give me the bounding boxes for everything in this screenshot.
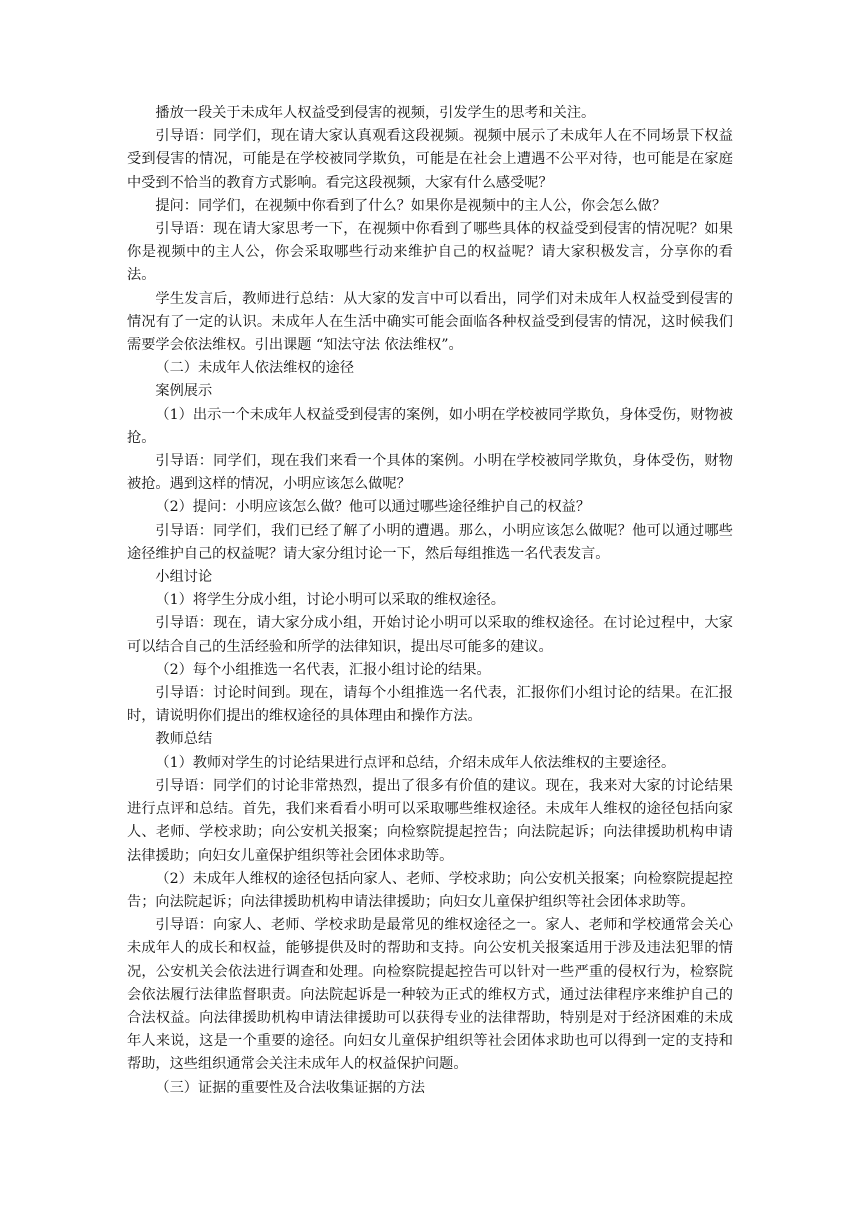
paragraph-guide-case: 引导语：同学们，现在我们来看一个具体的案例。小明在学校被同学欺负，身体受伤，财物被抢。遇到这样的情况，小明应该怎么做呢？ (127, 453, 733, 493)
paragraph-teacher-summary: 学生发言后，教师进行总结：从大家的发言中可以看出，同学们对未成年人权益受到侵害的情况有了一定的认识。未成年人在生活中确实可能会面临各种权益受到侵害的情况，这时候我们需要学会依法维权。引出课题 “知法守法 依法维权”。 (127, 290, 733, 354)
paragraph-group-1: （1）将学生分成小组，讨论小明可以采取的维权途径。 (155, 592, 505, 609)
paragraph-summary-1: （1）教师对学生的讨论结果进行点评和总结，介绍未成年人依法维权的主要途径。 (155, 754, 676, 771)
paragraph-group-2: （2）每个小组推选一名代表，汇报小组讨论的结果。 (155, 661, 491, 678)
subheading-group-discussion: 小组讨论 (155, 569, 213, 586)
paragraph-video-intro: 播放一段关于未成年人权益受到侵害的视频，引发学生的思考和关注。 (155, 105, 596, 121)
subheading-case-display: 案例展示 (155, 383, 213, 400)
paragraph-guide-routes: 引导语：向家人、老师、学校求助是最常见的维权途径之一。家人、老师和学校通常会关心未成年人的成长和权益，能够提供及时的帮助和支持。向公安机关报案适用于涉及违法犯罪的情况，公安机关会依法进行调查和处理。向检察院提起控告可以针对一些严重的侵权行为，检察院会依法履行法律监督职责。向法院起诉是一种较为正式的维权方式，通过法律程序来维护自己的合法权益。向法律援助机构申请法律援助可以获得专业的法律帮助，特别是对于经济困难的未成年人来说，这是一个重要的途径。向妇女儿童保护组织等社会团体求助也可以得到一定的支持和帮助，这些组织通常会关注未成年人的权益保护问题。 (127, 917, 733, 1073)
paragraph-question-video: 提问：同学们，在视频中你看到了什么？如果你是视频中的主人公，你会怎么做？ (155, 197, 667, 214)
paragraph-case-1: （1）出示一个未成年人权益受到侵害的案例，如小明在学校被同学欺负，身体受伤，财物被抢。 (127, 406, 733, 446)
paragraph-guide-report: 引导语：讨论时间到。现在，请每个小组推选一名代表，汇报你们小组讨论的结果。在汇报时，请说明你们提出的维权途径的具体理由和操作方法。 (127, 685, 733, 725)
document-body (127, 102, 733, 1100)
paragraph-guide-think: 引导语：现在请大家思考一下，在视频中你看到了哪些具体的权益受到侵害的情况呢？如果你是视频中的主人公，你会采取哪些行动来维护自己的权益呢？请大家积极发言，分享你的看法。 (127, 221, 733, 284)
subheading-teacher-summary: 教师总结 (155, 731, 213, 748)
paragraph-guide-review: 引导语：同学们的讨论非常热烈，提出了很多有价值的建议。现在，我来对大家的讨论结果进行点评和总结。首先，我们来看看小明可以采取哪些维权途径。未成年人维权的途径包括向家人、老师、学校求助；向公安机关报案；向检察院提起控告；向法院起诉；向法律援助机构申请法律援助；向妇女儿童保护组织等社会团体求助等。 (127, 777, 733, 864)
paragraph-summary-2: （2）未成年人维权的途径包括向家人、老师、学校求助；向公安机关报案；向检察院提起控告；向法院起诉；向法律援助机构申请法律援助；向妇女儿童保护组织等社会团体求助等。 (127, 870, 733, 910)
paragraph-guide-group: 引导语：同学们，我们已经了解了小明的遭遇。那么，小明应该怎么做呢？他可以通过哪些途径维护自己的权益呢？请大家分组讨论一下，然后每组推选一名代表发言。 (127, 522, 733, 562)
paragraph-guide-discuss: 引导语：现在，请大家分成小组，开始讨论小明可以采取的维权途径。在讨论过程中，大家可以结合自己的生活经验和所学的法律知识，提出尽可能多的建议。 (127, 615, 733, 655)
paragraph-guide-watch-video: 引导语：同学们，现在请大家认真观看这段视频。视频中展示了未成年人在不同场景下权益受到侵害的情况，可能是在学校被同学欺负，可能是在社会上遭遇不公平对待，也可能是在家庭中受到不恰当的教育方式影响。看完这段视频，大家有什么感受呢？ (127, 128, 733, 191)
section-heading-3: （三）证据的重要性及合法收集证据的方法 (155, 1079, 425, 1096)
section-heading-2: （二）未成年人依法维权的途径 (155, 360, 355, 377)
paragraph-case-2: （2）提问：小明应该怎么做？他可以通过哪些途径维护自己的权益？ (155, 499, 591, 516)
